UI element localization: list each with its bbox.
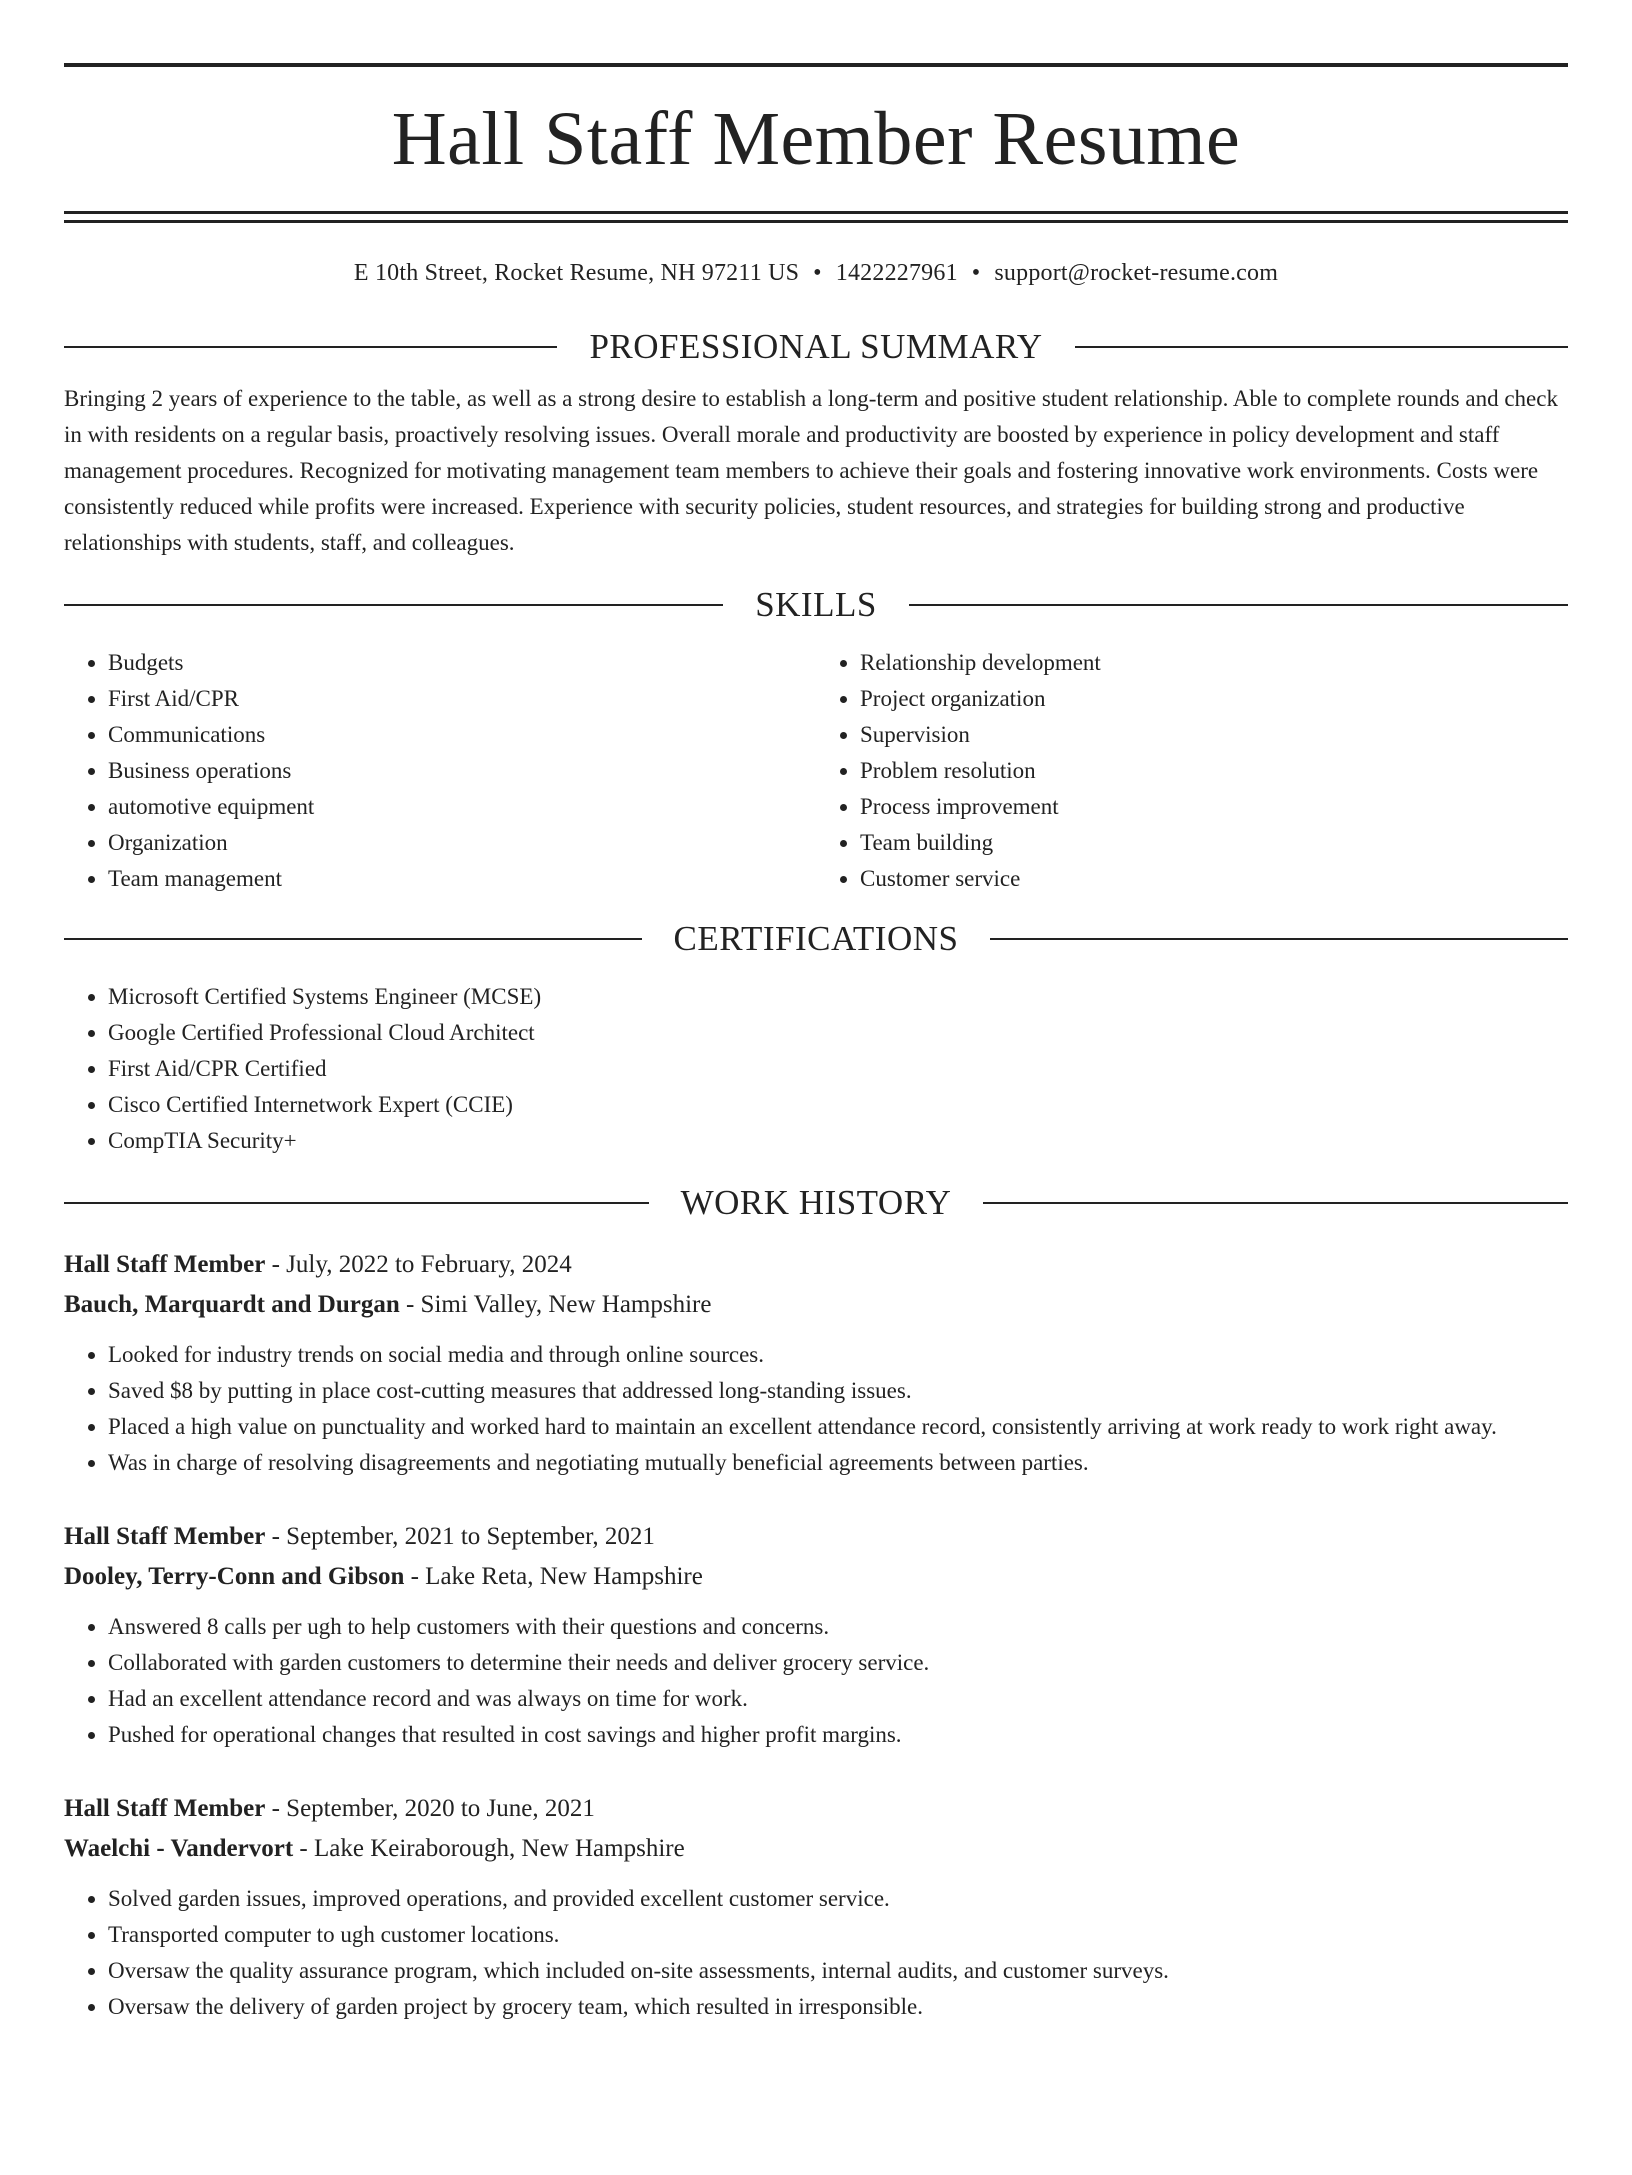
- job-duty-item: • Oversaw the delivery of garden project by grocery team, which resulted in irresponsible.: [108, 1989, 1568, 2025]
- certifications-heading: CERTIFICATIONS: [673, 919, 959, 958]
- skill-item: • First Aid/CPR: [108, 681, 816, 717]
- summary-heading: PROFESSIONAL SUMMARY: [589, 327, 1043, 366]
- job-duty-item: • Had an excellent attendance record and was always on time for work.: [108, 1681, 1568, 1717]
- job-company-line: [64, 1829, 1568, 1869]
- job-duty-item: • Transported computer to ugh customer locations.: [108, 1917, 1568, 1953]
- divider-line: [1075, 346, 1568, 348]
- skills-column-left: [64, 645, 816, 897]
- job-location: - Simi Valley, New Hampshire: [399, 1291, 712, 1318]
- job-duties: [64, 1337, 1568, 1481]
- resume-page: [0, 63, 1632, 2175]
- certifications-section-header: [64, 919, 1568, 959]
- job-title: Hall Staff Member: [64, 1795, 266, 1822]
- title-double-rule: [64, 211, 1568, 223]
- job-company-line: [64, 1285, 1568, 1325]
- certifications-list: [64, 979, 1568, 1159]
- job-title-line: [64, 1517, 1568, 1557]
- job-dates: - September, 2020 to June, 2021: [265, 1795, 595, 1822]
- skill-item: • Supervision: [860, 717, 1568, 753]
- job-duty-item: • Saved $8 by putting in place cost-cutting measures that addressed long-standing issues.: [108, 1373, 1568, 1409]
- divider-line: [909, 604, 1568, 606]
- summary-section-header: [64, 327, 1568, 367]
- contact-phone: 1422227961: [835, 260, 958, 286]
- divider-line: [64, 604, 723, 606]
- divider-line: [64, 1202, 649, 1204]
- job-location: - Lake Keiraborough, New Hampshire: [293, 1835, 685, 1862]
- job-duty-item: • Collaborated with garden customers to determine their needs and deliver grocery service.: [108, 1645, 1568, 1681]
- divider-line: [64, 346, 557, 348]
- job-duty-item: • Oversaw the quality assurance program, which included on-site assessments, internal audits, and customer surveys.: [108, 1953, 1568, 1989]
- job-company: Waelchi - Vandervort: [64, 1835, 294, 1862]
- work-history-heading: WORK HISTORY: [680, 1183, 952, 1222]
- job-duty-item: • Was in charge of resolving disagreements and negotiating mutually beneficial agreements between parties.: [108, 1445, 1568, 1481]
- divider-line: [983, 1202, 1568, 1204]
- job-company: Bauch, Marquardt and Durgan: [64, 1291, 400, 1318]
- job-duty-item: • Solved garden issues, improved operations, and provided excellent customer service.: [108, 1881, 1568, 1917]
- skill-item: • Team management: [108, 861, 816, 897]
- job-entry: [64, 1517, 1568, 1753]
- job-duty-item: • Pushed for operational changes that resulted in cost savings and higher profit margins.: [108, 1717, 1568, 1753]
- job-entry: [64, 1789, 1568, 2025]
- job-duty-item: • Placed a high value on punctuality and worked hard to maintain an excellent attendance record, consistently arriving at work ready to work right away.: [108, 1409, 1568, 1445]
- job-title-line: [64, 1245, 1568, 1285]
- skill-item: • Budgets: [108, 645, 816, 681]
- job-title: Hall Staff Member: [64, 1523, 266, 1550]
- certification-item: • Cisco Certified Internetwork Expert (CCIE): [108, 1087, 1568, 1123]
- job-location: - Lake Reta, New Hampshire: [404, 1563, 703, 1590]
- job-duties: [64, 1881, 1568, 2025]
- skill-item: • Project organization: [860, 681, 1568, 717]
- job-company-line: [64, 1557, 1568, 1597]
- certification-item: • Microsoft Certified Systems Engineer (MCSE): [108, 979, 1568, 1015]
- contact-line: [64, 257, 1568, 289]
- job-duty-item: • Looked for industry trends on social media and through online sources.: [108, 1337, 1568, 1373]
- skill-item: • Team building: [860, 825, 1568, 861]
- contact-separator: •: [813, 260, 822, 286]
- skills-section-header: [64, 585, 1568, 625]
- job-title: Hall Staff Member: [64, 1251, 266, 1278]
- job-duties: [64, 1609, 1568, 1753]
- certification-item: • Google Certified Professional Cloud Architect: [108, 1015, 1568, 1051]
- skill-item: • Relationship development: [860, 645, 1568, 681]
- job-company: Dooley, Terry-Conn and Gibson: [64, 1563, 405, 1590]
- skill-item: • Problem resolution: [860, 753, 1568, 789]
- skill-item: • automotive equipment: [108, 789, 816, 825]
- job-dates: - September, 2021 to September, 2021: [265, 1523, 655, 1550]
- skill-item: • Organization: [108, 825, 816, 861]
- job-duty-item: • Answered 8 calls per ugh to help customers with their questions and concerns.: [108, 1609, 1568, 1645]
- contact-email: support@rocket-resume.com: [994, 260, 1279, 286]
- certification-item: • CompTIA Security+: [108, 1123, 1568, 1159]
- resume-title: Hall Staff Member Resume: [391, 97, 1241, 181]
- job-entry: [64, 1245, 1568, 1481]
- job-title-line: [64, 1789, 1568, 1829]
- divider-line: [990, 938, 1568, 940]
- work-history-section-header: [64, 1183, 1568, 1223]
- certification-item: • First Aid/CPR Certified: [108, 1051, 1568, 1087]
- skill-item: • Process improvement: [860, 789, 1568, 825]
- summary-text: Bringing 2 years of experience to the table, as well as a strong desire to establish a long-term and positive student relationship. Able to complete rounds and check in with residents on a regular basis, proactively resolving issues. Overall morale and productivity are boosted by experience in policy development and staff management procedures. Recognized for motivating management team members to achieve their goals and fostering innovative work environments. Costs were consistently reduced while profits were increased. Experience with security policies, student resources, and strategies for building strong and productive relationships with students, staff, and colleagues.: [64, 386, 1558, 555]
- contact-separator: •: [971, 260, 981, 286]
- skill-item: • Customer service: [860, 861, 1568, 897]
- top-rule: [64, 63, 1568, 67]
- divider-line: [64, 938, 642, 940]
- job-dates: - July, 2022 to February, 2024: [265, 1251, 572, 1278]
- skills-list: [64, 645, 1568, 897]
- skill-item: • Business operations: [108, 753, 816, 789]
- skills-heading: SKILLS: [755, 585, 877, 624]
- contact-address: E 10th Street, Rocket Resume, NH 97211 US: [353, 260, 800, 286]
- skills-column-right: [816, 645, 1568, 897]
- skill-item: • Communications: [108, 717, 816, 753]
